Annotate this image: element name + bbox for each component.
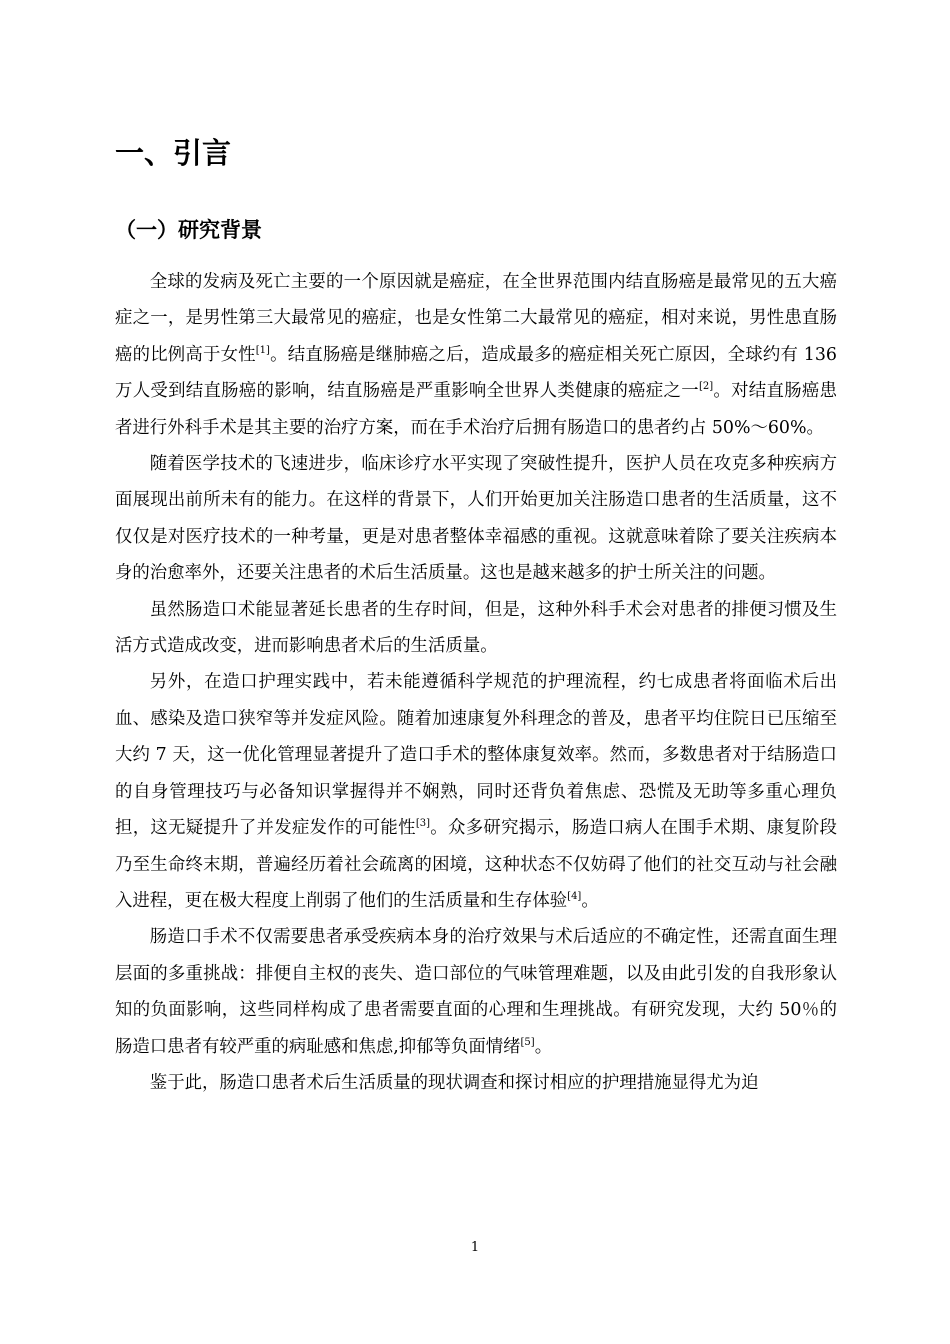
citation-ref: [2] (698, 381, 714, 393)
paragraph: 肠造口手术不仅需要患者承受疾病本身的治疗效果与术后适应的不确定性，还需直面生理层面的多重挑战：排便自主权的丧失、造口部位的气味管理难题，以及由此引发的自我形象认知的负面影响，这些同样构成了患者需要直面的心理和生理挑战。有研究发现，大约 50％的肠造口患者有较严重的病耻感和焦虑,抑郁等负面情绪[5]。 (115, 927, 837, 1057)
citation-ref: [4] (567, 891, 582, 903)
paragraph: 随着医学技术的飞速进步，临床诊疗水平实现了突破性提升，医护人员在攻克多种疾病方面展现出前所未有的能力。在这样的背景下，人们开始更加关注肠造口患者的生活质量，这不仅仅是对医疗技术的一种考量，更是对患者整体幸福感的重视。这就意味着除了要关注疾病本身的治愈率外，还要关注患者的术后生活质量。这也是越来越多的护士所关注的问题。 (115, 454, 837, 584)
section-heading: （一）研究背景 (115, 218, 262, 242)
citation-ref: [1] (255, 345, 270, 357)
citation-ref: [3] (415, 818, 430, 830)
citation-ref: [5] (520, 1036, 535, 1048)
paragraph: 另外，在造口护理实践中，若未能遵循科学规范的护理流程，约七成患者将面临术后出血、感染及造口狭窄等并发症风险。随着加速康复外科理念的普及，患者平均住院日已压缩至大约 7 天，这一优化管理显著提升了造口手术的整体康复效率。然而，多数患者对于结肠造口的自身管理技巧与必备知识掌握得并不娴熟，同时还背负着焦虑、恐慌及无助等多重心理负担，这无疑提升了并发症发作的可能性[3]。众多研究揭示，肠造口病人在围手术期、康复阶段乃至生命终末期，普遍经历着社会疏离的困境，这种状态不仅妨碍了他们的社交互动与社会融入进程，更在极大程度上削弱了他们的生活质量和生存体验[4]。 (115, 672, 837, 911)
paragraph: 鉴于此，肠造口患者术后生活质量的现状调查和探讨相应的护理措施显得尤为迫 (149, 1072, 759, 1093)
body-text (115, 264, 837, 1101)
page-number: 1 (470, 1240, 480, 1255)
paragraph: 全球的发病及死亡主要的一个原因就是癌症，在全世界范围内结直肠癌是最常见的五大癌症之一，是男性第三大最常见的癌症，也是女性第二大最常见的癌症，相对来说，男性患直肠癌的比例高于女性[1]。结直肠癌是继肺癌之后，造成最多的癌症相关死亡原因，全球约有 136 万人受到结直肠癌的影响，结直肠癌是严重影响全世界人类健康的癌症之一[2]。对结直肠癌患者进行外科手术是其主要的治疗方案，而在手术治疗后拥有肠造口的患者约占 50%～60%。 (115, 272, 837, 438)
chapter-heading: 一、引言 (115, 136, 232, 170)
paragraph: 虽然肠造口术能显著延长患者的生存时间，但是，这种外科手术会对患者的排便习惯及生活方式造成改变，进而影响患者术后的生活质量。 (115, 599, 837, 657)
